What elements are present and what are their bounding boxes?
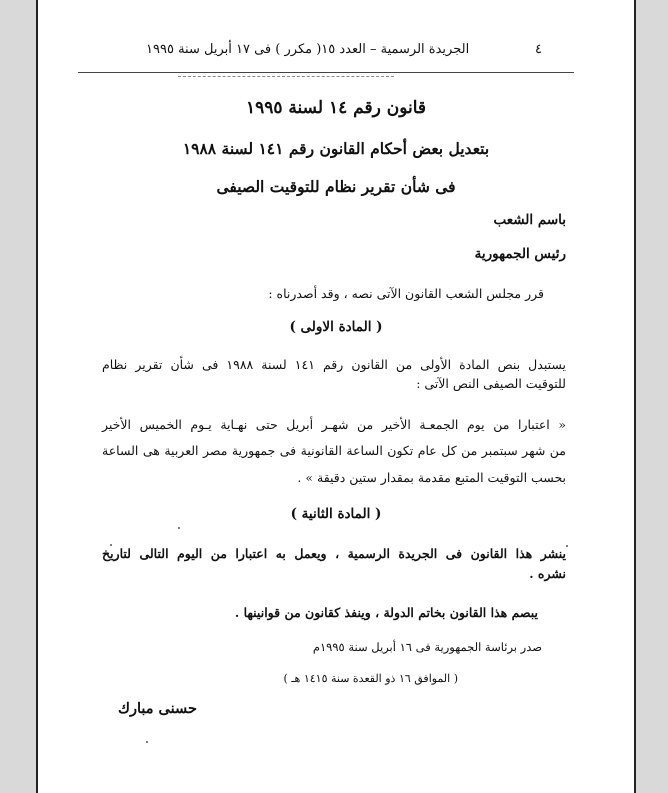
article-1-line-2: للتوقيت الصيفى النص الآتى : <box>416 376 566 391</box>
scan-speck <box>566 545 568 547</box>
page-header <box>146 42 542 57</box>
law-topic: فى شأن تقرير نظام للتوقيت الصيفى <box>216 177 456 196</box>
article-1-quote-2: من شهر سبتمبر من كل عام تكون الساعة القانونية فى جمهورية مصر العربية هى الساعة <box>102 443 566 458</box>
hijri-date-line: ( الموافق ١٦ ذو القعدة سنة ١٤١٥ هـ ) <box>283 672 458 685</box>
article-1-line-1: يستبدل بنص المادة الأولى من القانون رقم ١٤١ لسنة ١٩٨٨ فى شأن تقرير نظام <box>102 357 566 372</box>
header-rule <box>78 72 574 73</box>
article-1-quote-1: « اعتبارا من يوم الجمعـة الأخير من شهـر أبريل حتى نهـاية يـوم الخميس الأخير <box>102 417 566 432</box>
in-the-name-of-people: باسم الشعب <box>493 212 566 228</box>
signature-name: حسنى مبارك <box>118 700 197 717</box>
scan-speck <box>178 527 180 529</box>
issued-line: صدر برئاسة الجمهورية فى ١٦ أبريل سنة ١٩٩٥م <box>312 640 542 654</box>
article-1-heading: ( المادة الاولى ) <box>289 319 383 335</box>
page-number: ٤ <box>535 42 542 57</box>
header-rule-dashed <box>178 76 394 77</box>
decree-line: قرر مجلس الشعب القانون الآتى نصه ، وقد أصدرناه : <box>268 286 544 301</box>
scan-speck <box>146 741 148 743</box>
article-2-heading: ( المادة الثانية ) <box>290 506 382 522</box>
scan-speck <box>110 544 112 546</box>
article-1-quote-3: بحسب التوقيت المتبع مقدمة بمقدار ستين دقيقة » . <box>297 470 566 485</box>
seal-line: يبصم هذا القانون بخاتم الدولة ، وينفذ كقانون من قوانينها . <box>234 605 538 620</box>
law-title: قانون رقم ١٤ لسنة ١٩٩٥ <box>245 98 427 118</box>
article-2-line-2: نشره . <box>529 566 566 581</box>
article-2-line-1: ينشر هذا القانون فى الجريدة الرسمية ، ويعمل به اعتبارا من اليوم التالى لتاريخ <box>102 546 566 561</box>
document-page <box>36 0 636 793</box>
president-heading: رئيس الجمهورية <box>474 246 566 262</box>
publication-line: الجريدة الرسمية – العدد ١٥( مكرر ) فى ١٧ أبريل سنة ١٩٩٥ <box>146 42 470 57</box>
law-subtitle: بتعديل بعض أحكام القانون رقم ١٤١ لسنة ١٩٨٨ <box>182 139 490 158</box>
